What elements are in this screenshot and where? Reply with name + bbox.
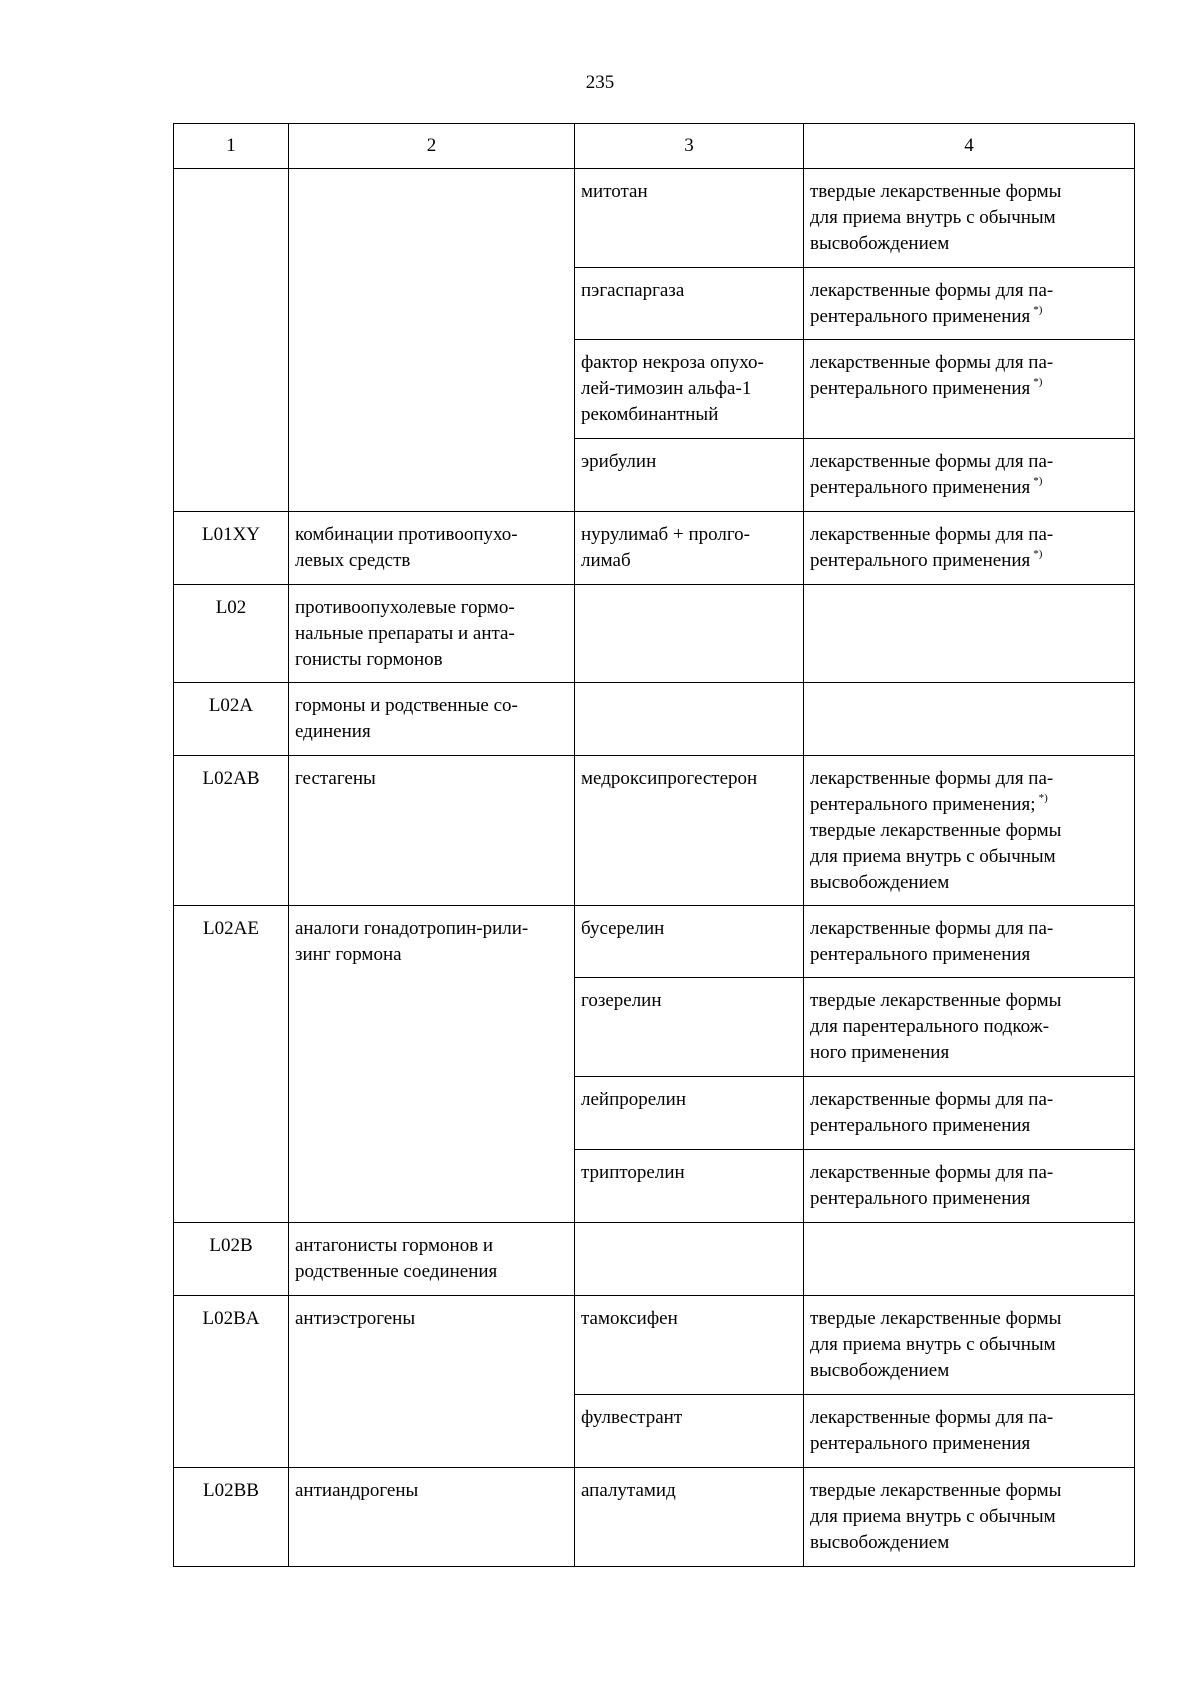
dosage-form: лекарственные формы для па- рентерального применения	[810, 280, 1054, 327]
footnote-mark: *)	[1038, 791, 1048, 804]
drug-name: тамоксифен	[575, 1296, 804, 1395]
drug-name: митотан	[575, 169, 804, 268]
table-row	[174, 906, 1135, 978]
dosage-form-cell	[804, 268, 1135, 340]
drug-name: пэгаспаргаза	[575, 268, 804, 340]
group-name: противоопухолевые гормо- нальные препараты и анта- гонисты гормонов	[289, 585, 575, 683]
page-number: 235	[585, 72, 615, 93]
group-cell-empty	[289, 169, 575, 512]
table-row	[174, 169, 1135, 268]
code-cell-empty	[174, 169, 289, 512]
dosage-form: твердые лекарственные формы для приема внутрь с обычным высвобождением	[804, 1468, 1135, 1567]
dosage-form-cell	[804, 512, 1135, 585]
atc-code: L02AB	[174, 756, 289, 906]
table-row	[174, 683, 1135, 756]
drug-name: лейпрорелин	[575, 1077, 804, 1150]
group-name: антиэстрогены	[289, 1296, 575, 1468]
footnote-mark: *)	[1033, 474, 1043, 487]
group-name: антиандрогены	[289, 1468, 575, 1567]
dosage-form: твердые лекарственные формы для парентерального подкож- ного применения	[804, 978, 1135, 1077]
group-name: гестагены	[289, 756, 575, 906]
atc-code: L02BA	[174, 1296, 289, 1468]
dosage-form: лекарственные формы для па- рентерального применения	[810, 352, 1054, 399]
drug-name: медроксипрогестерон	[575, 756, 804, 906]
header-cell: 2	[289, 124, 575, 169]
dosage-form-cell	[804, 340, 1135, 439]
header-cell: 4	[804, 124, 1135, 169]
drug-name: фулвестрант	[575, 1395, 804, 1468]
atc-code: L01XY	[174, 512, 289, 585]
header-cell: 1	[174, 124, 289, 169]
group-name: комбинации противоопухо- левых средств	[289, 512, 575, 585]
drug-name: трипторелин	[575, 1150, 804, 1223]
header-cell: 3	[575, 124, 804, 169]
drug-name: фактор некроза опухо- лей-тимозин альфа-1 рекомбинантный	[575, 340, 804, 439]
drug-name: бусерелин	[575, 906, 804, 978]
drug-name: апалутамид	[575, 1468, 804, 1567]
table-row	[174, 1296, 1135, 1395]
drug-name: гозерелин	[575, 978, 804, 1077]
group-name: антагонисты гормонов и родственные соединения	[289, 1223, 575, 1296]
dosage-form-empty	[804, 585, 1135, 683]
group-name: гормоны и родственные со- единения	[289, 683, 575, 756]
drug-name: нурулимаб + пролго- лимаб	[575, 512, 804, 585]
table-row	[174, 512, 1135, 585]
dosage-form: твердые лекарственные формы для приема внутрь с обычным высвобождением	[804, 169, 1135, 268]
table-row	[174, 1468, 1135, 1567]
atc-code: L02B	[174, 1223, 289, 1296]
drug-name-empty	[575, 1223, 804, 1296]
drug-table	[173, 123, 1135, 1567]
atc-code: L02A	[174, 683, 289, 756]
dosage-form-cell	[804, 439, 1135, 512]
dosage-form: лекарственные формы для па- рентерального применения	[804, 1077, 1135, 1150]
table-header-row	[174, 124, 1135, 169]
footnote-mark: *)	[1033, 547, 1043, 560]
drug-name-empty	[575, 585, 804, 683]
dosage-form: лекарственные формы для па- рентерального применения	[810, 451, 1054, 498]
footnote-mark: *)	[1033, 375, 1043, 388]
drug-name: эрибулин	[575, 439, 804, 512]
dosage-form: лекарственные формы для па- рентерального применения;	[810, 768, 1054, 815]
dosage-form: лекарственные формы для па- рентерального применения	[804, 1150, 1135, 1223]
table-row	[174, 585, 1135, 683]
group-name: аналоги гонадотропин-рили- зинг гормона	[289, 906, 575, 1223]
atc-code: L02BB	[174, 1468, 289, 1567]
drug-name-empty	[575, 683, 804, 756]
dosage-form: твердые лекарственные формы для приема внутрь с обычным высвобождением	[810, 820, 1062, 893]
dosage-form: твердые лекарственные формы для приема внутрь с обычным высвобождением	[804, 1296, 1135, 1395]
dosage-form: лекарственные формы для па- рентерального применения	[804, 1395, 1135, 1468]
dosage-form: лекарственные формы для па- рентерального применения	[810, 524, 1054, 571]
atc-code: L02	[174, 585, 289, 683]
table-row	[174, 1223, 1135, 1296]
footnote-mark: *)	[1033, 303, 1043, 316]
table-row	[174, 756, 1135, 906]
dosage-form-cell	[804, 756, 1135, 906]
dosage-form-empty	[804, 683, 1135, 756]
atc-code: L02AE	[174, 906, 289, 1223]
dosage-form: лекарственные формы для па- рентерального применения	[804, 906, 1135, 978]
dosage-form-empty	[804, 1223, 1135, 1296]
